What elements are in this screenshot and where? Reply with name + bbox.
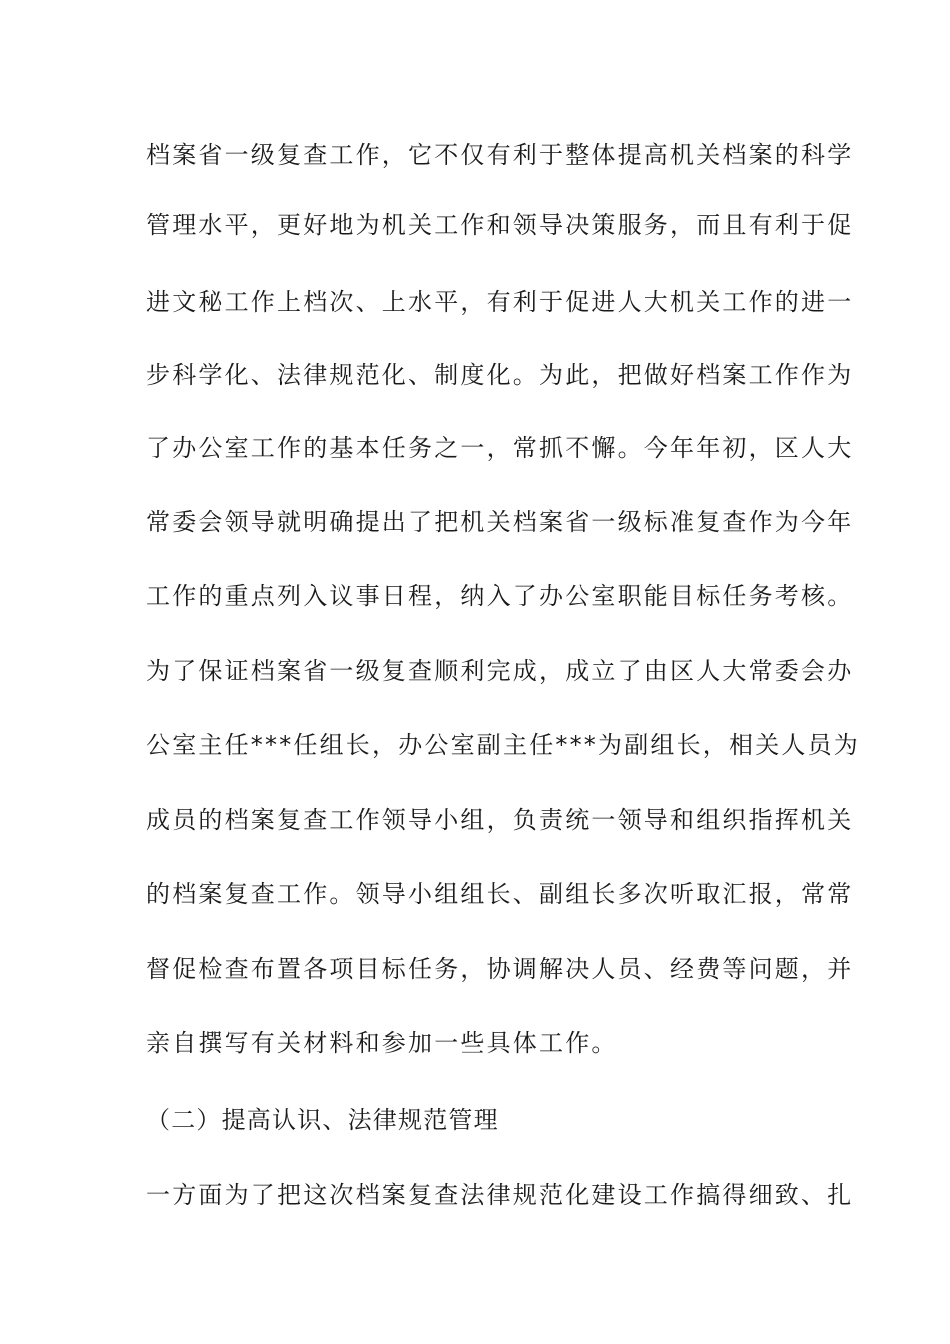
- body-line-9: 公室主任***任组长，办公室副主任***为副组长，相关人员为: [146, 731, 860, 759]
- body-line-4: 步科学化、法律规范化、制度化。为此，把做好档案工作作为: [146, 361, 854, 389]
- body-line-11: 的档案复查工作。领导小组组长、副组长多次听取汇报，常常: [146, 880, 854, 908]
- body-line-8: 为了保证档案省一级复查顺利完成，成立了由区人大常委会办: [146, 657, 854, 685]
- body-line-12: 督促检查布置各项目标任务，协调解决人员、经费等问题，并: [146, 955, 854, 983]
- body-line-3: 进文秘工作上档次、上水平，有利于促进人大机关工作的进一: [146, 288, 854, 316]
- body-line-7: 工作的重点列入议事日程，纳入了办公室职能目标任务考核。: [146, 582, 854, 610]
- body-line-10: 成员的档案复查工作领导小组，负责统一领导和组织指挥机关: [146, 806, 854, 834]
- body-line-2: 管理水平，更好地为机关工作和领导决策服务，而且有利于促: [146, 211, 854, 239]
- body-line-5: 了办公室工作的基本任务之一，常抓不懈。今年年初，区人大: [146, 434, 854, 462]
- body-line-6: 常委会领导就明确提出了把机关档案省一级标准复查作为今年: [146, 508, 854, 536]
- body-line-13: 亲自撰写有关材料和参加一些具体工作。: [146, 1029, 618, 1057]
- body-line-14: 一方面为了把这次档案复查法律规范化建设工作搞得细致、扎: [146, 1181, 854, 1209]
- section-heading: （二）提高认识、法律规范管理: [146, 1106, 499, 1134]
- body-line-1: 档案省一级复查工作，它不仅有利于整体提高机关档案的科学: [146, 141, 854, 169]
